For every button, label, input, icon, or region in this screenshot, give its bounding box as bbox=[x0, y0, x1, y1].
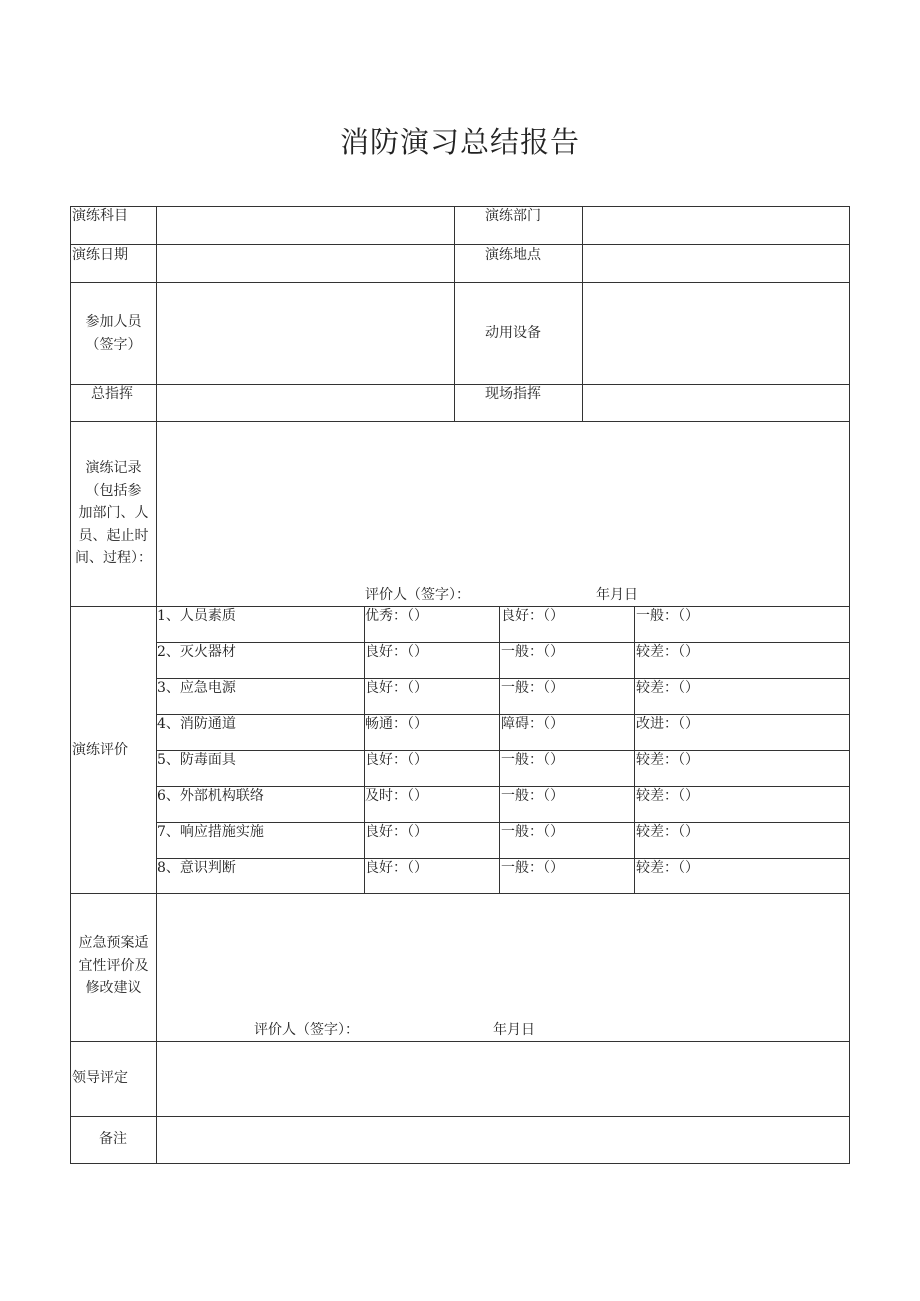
record-field[interactable] bbox=[156, 421, 850, 607]
commander-field[interactable] bbox=[156, 384, 455, 422]
eval-item-name: 2、灭火器材 bbox=[157, 644, 236, 660]
eval-option-3[interactable]: 较差：（） bbox=[636, 788, 699, 804]
subject-label: 演练科目 bbox=[72, 208, 128, 224]
eval-option-2[interactable]: 良好：（） bbox=[501, 608, 564, 624]
plan-label bbox=[70, 932, 157, 1000]
eval-item-name: 8、意识判断 bbox=[157, 860, 236, 876]
evaluation-label: 演练评价 bbox=[72, 742, 128, 758]
location-field[interactable] bbox=[582, 244, 850, 283]
record-label bbox=[70, 457, 157, 570]
eval-item-name: 6、外部机构联络 bbox=[157, 788, 264, 804]
eval-option-2[interactable]: 一般：（） bbox=[501, 752, 564, 768]
eval-item-name: 7、响应措施实施 bbox=[157, 824, 264, 840]
eval-option-2[interactable]: 一般：（） bbox=[501, 788, 564, 804]
plan-field[interactable] bbox=[156, 893, 850, 1042]
eval-option-1[interactable]: 畅通：（） bbox=[365, 716, 428, 732]
eval-option-1[interactable]: 良好：（） bbox=[365, 644, 428, 660]
eval-item-name: 1、人员素质 bbox=[157, 608, 236, 624]
record-date: 年月日 bbox=[596, 587, 638, 603]
eval-option-2[interactable]: 一般：（） bbox=[501, 680, 564, 696]
participants-field[interactable] bbox=[156, 282, 455, 385]
remarks-field[interactable] bbox=[156, 1116, 850, 1164]
location-label: 演练地点 bbox=[485, 247, 541, 263]
plan-label-line1: 应急预案适 bbox=[78, 935, 149, 951]
record-label-line2: （包括参 bbox=[85, 482, 142, 499]
eval-item-name: 3、应急电源 bbox=[157, 680, 236, 696]
record-label-line1: 演练记录 bbox=[85, 460, 142, 476]
plan-signer: 评价人（签字）： bbox=[254, 1022, 359, 1038]
eval-option-3[interactable]: 较差：（） bbox=[636, 752, 699, 768]
eval-item-name: 4、消防通道 bbox=[157, 716, 236, 732]
participants-label bbox=[70, 311, 157, 356]
participants-label-line1: 参加人员 bbox=[85, 314, 142, 330]
department-field[interactable] bbox=[582, 206, 850, 245]
eval-option-2[interactable]: 障碍：（） bbox=[501, 716, 564, 732]
eval-option-3[interactable]: 一般：（） bbox=[636, 608, 699, 624]
equipment-label: 动用设备 bbox=[485, 325, 541, 341]
eval-option-1[interactable]: 优秀：（） bbox=[365, 608, 428, 624]
date-field[interactable] bbox=[156, 244, 455, 283]
eval-option-1[interactable]: 良好：（） bbox=[365, 752, 428, 768]
eval-option-2[interactable]: 一般：（） bbox=[501, 824, 564, 840]
leader-label: 领导评定 bbox=[72, 1070, 128, 1086]
eval-option-2[interactable]: 一般：（） bbox=[501, 860, 564, 876]
commander-label: 总指挥 bbox=[91, 386, 133, 402]
site-commander-field[interactable] bbox=[582, 384, 850, 422]
participants-label-line2: （签字） bbox=[85, 336, 142, 353]
date-label: 演练日期 bbox=[72, 247, 128, 263]
eval-option-3[interactable]: 较差：（） bbox=[636, 824, 699, 840]
remarks-label: 备注 bbox=[99, 1131, 127, 1147]
record-label-line3: 加部门、人 bbox=[78, 505, 149, 521]
site-commander-label: 现场指挥 bbox=[485, 386, 541, 402]
record-label-line4: 员、起止时 bbox=[78, 527, 149, 544]
record-signer: 评价人（签字）： bbox=[365, 587, 470, 603]
eval-option-3[interactable]: 较差：（） bbox=[636, 860, 699, 876]
plan-label-line2: 宜性评价及 bbox=[78, 957, 149, 974]
eval-option-2[interactable]: 一般：（） bbox=[501, 644, 564, 660]
equipment-field[interactable] bbox=[582, 282, 850, 385]
eval-option-1[interactable]: 良好：（） bbox=[365, 680, 428, 696]
eval-item-name: 5、防毒面具 bbox=[157, 752, 236, 768]
eval-option-1[interactable]: 良好：（） bbox=[365, 824, 428, 840]
department-label: 演练部门 bbox=[485, 208, 541, 224]
eval-option-3[interactable]: 较差：（） bbox=[636, 680, 699, 696]
plan-label-line3: 修改建议 bbox=[85, 980, 142, 996]
plan-date: 年月日 bbox=[493, 1022, 535, 1038]
leader-field[interactable] bbox=[156, 1041, 850, 1117]
subject-field[interactable] bbox=[156, 206, 455, 245]
eval-option-3[interactable]: 较差：（） bbox=[636, 644, 699, 660]
eval-option-1[interactable]: 及时：（） bbox=[365, 788, 428, 804]
record-label-line5: 间、过程）： bbox=[75, 550, 152, 566]
eval-option-3[interactable]: 改进：（） bbox=[636, 716, 699, 732]
page-title: 消防演习总结报告 bbox=[339, 125, 580, 159]
eval-option-1[interactable]: 良好：（） bbox=[365, 860, 428, 876]
